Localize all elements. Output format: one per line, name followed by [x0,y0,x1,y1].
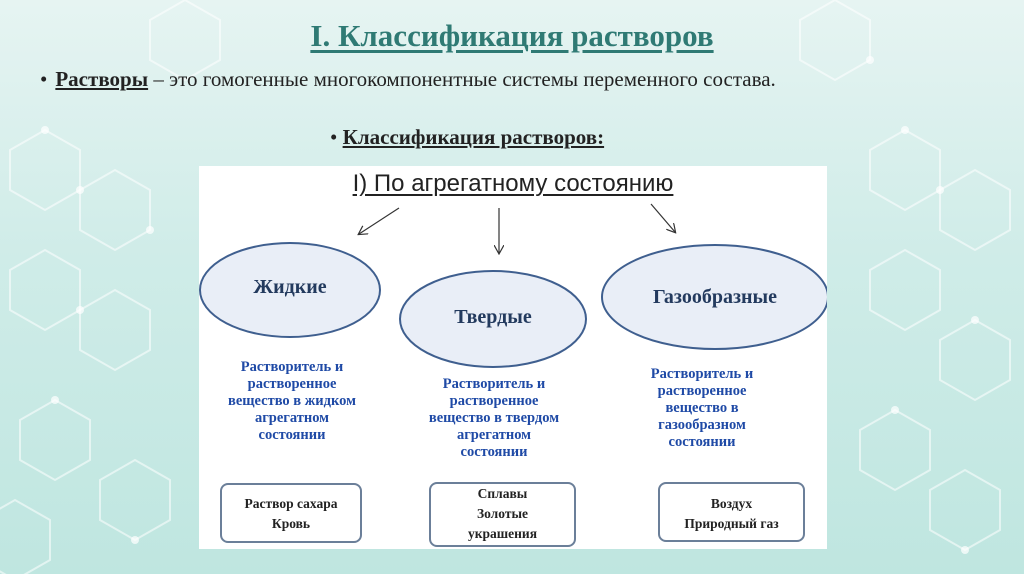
classification-subheading [330,125,604,150]
description-line: растворенное [657,383,747,399]
bullet-icon: • [330,125,343,149]
category-label-liquid: Жидкие [253,276,327,298]
arrow-to-gas [651,204,675,232]
example-item: Раствор сахара [244,496,338,511]
diagram-heading: I) По агрегатному состоянию [352,170,674,197]
description-line: растворенное [449,393,539,409]
examples-gas [659,494,804,534]
description-line: вещество в жидком [228,393,356,409]
example-item: Золотые [476,506,528,521]
subheading-text: Классификация растворов: [342,125,605,149]
definition-text: – это гомогенные многокомпонентные системы переменного состава. [148,67,776,91]
example-item: Сплавы [477,486,528,501]
description-line: Растворитель и [240,359,344,375]
description-line: агрегатном [254,410,330,426]
description-line: вещество в [665,400,739,416]
definition-paragraph [40,67,984,92]
category-label-solid: Твердые [454,306,532,328]
examples-solid [430,484,575,544]
description-line: состоянии [258,427,326,443]
description-line: газообразном [658,417,746,433]
category-description-solid [399,376,589,461]
category-description-gas [607,366,797,451]
arrow-to-liquid [359,208,399,234]
examples-liquid [221,494,361,534]
classification-diagram [199,166,827,549]
definition-term: Растворы [55,67,149,91]
example-item: Природный газ [684,516,779,531]
description-line: агрегатном [456,427,532,443]
slide-title: I. Классификация растворов [310,18,714,53]
example-item: Кровь [271,516,311,531]
description-line: состоянии [460,444,528,460]
description-line: вещество в твердом [428,410,560,426]
category-label-gas: Газообразные [652,286,778,308]
description-line: растворенное [247,376,337,392]
bullet-icon: • [40,67,48,91]
example-item: Воздух [710,496,753,511]
example-item: украшения [467,526,538,541]
description-line: состоянии [668,434,736,450]
description-line: Растворитель и [650,366,754,382]
description-line: Растворитель и [442,376,546,392]
category-description-liquid [197,359,387,444]
